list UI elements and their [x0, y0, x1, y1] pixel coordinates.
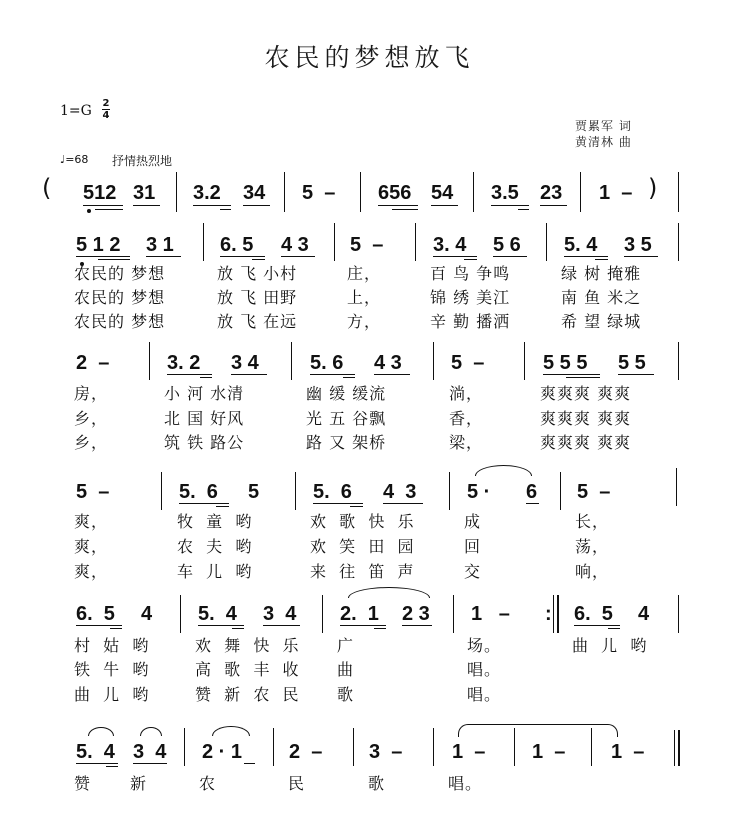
barline — [580, 172, 581, 212]
lyric-verse-1: 幽 缓 缓流 — [306, 384, 387, 403]
underline — [340, 625, 386, 626]
note-group: 2 3 — [402, 603, 430, 625]
lyric-verse-3: 来 往 笛 声 — [310, 562, 415, 581]
underline — [493, 256, 527, 257]
note-group: 5. 6 — [313, 481, 352, 503]
lyric-verse-2: 上， — [347, 288, 382, 307]
lyric-verse-2: 南 鱼 米之 — [561, 288, 642, 307]
underline — [220, 256, 265, 257]
underline — [608, 628, 620, 629]
lyric-verse-1: 欢 歌 快 乐 — [310, 512, 415, 531]
lyric-verse-1: 爽爽爽 爽爽 — [540, 384, 632, 403]
barline — [149, 342, 150, 380]
barline — [415, 223, 416, 261]
lyric: 民 — [288, 774, 306, 793]
final-barline-thick — [678, 730, 680, 766]
lyric-verse-1: 长， — [575, 512, 610, 531]
note-group: 5 · — [467, 481, 491, 503]
underline — [433, 256, 477, 257]
underline — [464, 259, 477, 260]
underline — [431, 205, 458, 206]
barline — [473, 172, 474, 212]
note-group: 656 — [378, 182, 412, 204]
lyric: 唱。 — [448, 774, 483, 793]
barline — [591, 728, 592, 766]
lyric-verse-3: 放 飞 在远 — [217, 312, 298, 331]
song-title: 农民的梦想放飞 — [264, 43, 475, 72]
lyric-verse-1: 广 — [337, 636, 355, 655]
note-group: 5 – — [350, 234, 384, 256]
lyric-verse-1: 成 — [464, 512, 482, 531]
note-group: 3.5 — [491, 182, 519, 204]
time-signature — [102, 98, 110, 121]
lyric-verse-1: 淌， — [449, 384, 484, 403]
underline — [244, 763, 255, 764]
note-group: 5 1 2 — [76, 234, 121, 256]
close-paren: ) — [648, 174, 658, 202]
note-group: 3 1 — [146, 234, 174, 256]
underline — [383, 503, 423, 504]
note-group: 4 3 — [374, 352, 402, 374]
underline — [491, 205, 529, 206]
lyric-verse-3: 希 望 绿城 — [561, 312, 642, 331]
note-group: 5 – — [76, 481, 110, 503]
note-group: 6. 5 — [220, 234, 254, 256]
barline — [322, 595, 323, 633]
note-group: 3 5 — [624, 234, 652, 256]
lyric-verse-2: 铁 牛 哟 — [74, 660, 150, 679]
note-group: 5 – — [451, 352, 485, 374]
lyric-verse-2: 爽， — [74, 537, 109, 556]
time-signature-bottom: 4 — [102, 110, 110, 121]
underline — [179, 503, 229, 504]
lyric-verse-1: 小 河 水清 — [164, 384, 245, 403]
lyric-verse-1: 房， — [74, 384, 109, 403]
underline — [543, 374, 600, 375]
barline — [678, 595, 679, 633]
note-group: 5 — [248, 481, 260, 503]
repeat-barline-thin — [553, 595, 554, 633]
final-barline-thin — [674, 730, 675, 766]
note-group: 5. 6 — [310, 352, 344, 374]
underline — [198, 625, 244, 626]
underline — [252, 259, 265, 260]
underline — [95, 209, 123, 210]
barline — [353, 728, 354, 766]
underline — [76, 625, 122, 626]
expression-marking: 抒情热烈地 — [112, 154, 173, 168]
barline — [161, 472, 162, 510]
underline — [133, 763, 167, 764]
lyric-verse-2: 北 国 好风 — [164, 409, 245, 428]
note-group: 54 — [431, 182, 454, 204]
note-group: 6. 5 — [574, 603, 613, 625]
lyric-verse-3: 方， — [347, 312, 382, 331]
tie-slur — [458, 724, 618, 737]
underline — [313, 503, 363, 504]
repeat-barline-thick — [557, 595, 559, 633]
underline — [392, 209, 418, 210]
note-group: 5 5 — [618, 352, 646, 374]
lyric-verse-2: 农民的 梦想 — [74, 288, 166, 307]
barline — [184, 728, 185, 766]
underline — [243, 205, 270, 206]
note-group: 3. 2 — [167, 352, 201, 374]
underline — [374, 628, 386, 629]
note-group: 4 — [141, 603, 153, 625]
underline — [200, 377, 212, 378]
note-group: 6 — [526, 481, 538, 503]
underline — [76, 763, 118, 764]
underline — [281, 256, 315, 257]
tie-slur — [88, 727, 114, 736]
underline — [146, 256, 181, 257]
underline — [343, 377, 355, 378]
barline — [560, 472, 561, 510]
underline — [76, 256, 130, 257]
key-signature: 1=G — [60, 103, 92, 119]
barline — [453, 595, 454, 633]
tempo-marking: ♩=68 — [60, 153, 89, 166]
lyric-verse-1: 村 姑 哟 — [74, 636, 150, 655]
composer-credit: 黄清林 曲 — [575, 135, 632, 149]
note-group: 5 – — [302, 182, 336, 204]
underline — [106, 766, 118, 767]
lyric-verse-3: 农民的 梦想 — [74, 312, 166, 331]
tie-slur — [212, 726, 250, 736]
lyric-verse-2: 光 五 谷飘 — [306, 409, 387, 428]
lyric-verse-2: 农 夫 哟 — [177, 537, 253, 556]
underline — [566, 377, 600, 378]
lyric-verse-2: 锦 绣 美江 — [430, 288, 511, 307]
lyric-verse-1: 牧 童 哟 — [177, 512, 253, 531]
underline — [232, 628, 244, 629]
lyric-verse-1: 放 飞 小村 — [217, 264, 298, 283]
lyric-verse-1: 场。 — [467, 636, 502, 655]
barline — [514, 728, 515, 766]
note-group: 5. 6 — [179, 481, 218, 503]
barline — [678, 342, 679, 380]
note-group: 6. 5 — [76, 603, 115, 625]
lyric-verse-3: 乡， — [74, 433, 109, 452]
lyric-verse-2: 唱。 — [467, 660, 502, 679]
lyric-verse-3: 爽爽爽 爽爽 — [540, 433, 632, 452]
lyricist-credit: 贾累军 词 — [575, 119, 632, 133]
lyric-verse-3: 梁， — [449, 433, 484, 452]
underline — [574, 625, 620, 626]
underline — [564, 256, 608, 257]
barline — [433, 728, 434, 766]
note-group: 2 · 1 — [202, 741, 243, 763]
underline — [193, 205, 231, 206]
barline — [180, 595, 181, 633]
lyric-verse-3: 筑 铁 路公 — [164, 433, 245, 452]
underline — [618, 374, 654, 375]
lyric-verse-2: 爽爽爽 爽爽 — [540, 409, 632, 428]
note-group: 3.2 — [193, 182, 221, 204]
note-group: 23 — [540, 182, 563, 204]
lyric-verse-3: 爽， — [74, 562, 109, 581]
lyric-verse-1: 曲 儿 哟 — [572, 636, 648, 655]
barline — [176, 172, 177, 212]
underline — [220, 209, 231, 210]
repeat-dots: : — [545, 603, 552, 625]
open-paren: ( — [42, 174, 52, 202]
underline — [83, 205, 123, 206]
underline — [526, 503, 539, 504]
note-group: 4 3 — [281, 234, 309, 256]
underline — [216, 506, 229, 507]
lyric-verse-3: 辛 勤 播洒 — [430, 312, 511, 331]
note-group: 3 – — [369, 741, 403, 763]
lyric-verse-1: 农民的 梦想 — [74, 264, 166, 283]
barline — [524, 342, 525, 380]
tie-slur — [348, 587, 430, 598]
barline — [678, 223, 679, 261]
tie-slur — [140, 727, 162, 736]
note-group: 3 4 — [263, 603, 297, 625]
underline — [374, 374, 410, 375]
lyric: 歌 — [368, 774, 386, 793]
note-group: 5 6 — [493, 234, 521, 256]
note-group: 3 4 — [231, 352, 259, 374]
lyric-verse-3: 路 又 架桥 — [306, 433, 387, 452]
note-group: 512 — [83, 182, 117, 204]
underline — [595, 259, 608, 260]
underline — [133, 205, 160, 206]
lyric-verse-1: 爽， — [74, 512, 109, 531]
barline — [291, 342, 292, 380]
lyric: 新 — [130, 774, 148, 793]
note-group: 3. 4 — [433, 234, 467, 256]
note-group: 2 – — [289, 741, 323, 763]
lyric-verse-2: 欢 笑 田 园 — [310, 537, 415, 556]
note-group: 5 – — [577, 481, 611, 503]
barline — [360, 172, 361, 212]
lyric-verse-2: 香， — [449, 409, 484, 428]
note-group: 1 – — [599, 182, 633, 204]
underline — [231, 374, 267, 375]
barline — [273, 728, 274, 766]
barline — [433, 342, 434, 380]
barline — [678, 172, 679, 212]
lyric-verse-2: 回 — [464, 537, 482, 556]
underline — [624, 256, 658, 257]
note-group: 34 — [243, 182, 266, 204]
lyric-verse-3: 车 儿 哟 — [177, 562, 253, 581]
note-group: 2. 1 — [340, 603, 379, 625]
lyric: 农 — [199, 774, 217, 793]
note-group: 1 – — [532, 741, 566, 763]
barline — [676, 468, 677, 506]
low-octave-dot — [87, 209, 91, 213]
lyric-verse-2: 高 歌 丰 收 — [195, 660, 300, 679]
note-group: 5 5 5 — [543, 352, 588, 374]
tie-slur — [475, 465, 532, 476]
note-group: 5. 4 — [564, 234, 598, 256]
note-group: 1 – — [452, 741, 486, 763]
note-group: 4 3 — [383, 481, 417, 503]
underline — [350, 506, 363, 507]
note-group: 3 4 — [133, 741, 167, 763]
lyric-verse-2: 曲 — [337, 660, 355, 679]
lyric: 赞 — [74, 774, 92, 793]
underline — [378, 205, 418, 206]
underline — [263, 625, 300, 626]
lyric-verse-3: 唱。 — [467, 685, 502, 704]
lyric-verse-2: 放 飞 田野 — [217, 288, 298, 307]
lyric-verse-1: 绿 树 掩雅 — [561, 264, 642, 283]
lyric-verse-3: 交 — [464, 562, 482, 581]
underline — [518, 209, 529, 210]
note-group: 4 — [638, 603, 650, 625]
lyric-verse-1: 欢 舞 快 乐 — [195, 636, 300, 655]
barline — [449, 472, 450, 510]
barline — [546, 223, 547, 261]
note-group: 1 – — [611, 741, 645, 763]
lyric-verse-1: 庄， — [347, 264, 382, 283]
underline — [167, 374, 212, 375]
lyric-verse-3: 歌 — [337, 685, 355, 704]
note-group: 1 – — [471, 603, 510, 625]
lyric-verse-2: 荡， — [575, 537, 610, 556]
note-group: 31 — [133, 182, 156, 204]
underline — [110, 628, 122, 629]
note-group: 2 – — [76, 352, 110, 374]
underline — [98, 259, 130, 260]
lyric-verse-3: 曲 儿 哟 — [74, 685, 150, 704]
underline — [310, 374, 355, 375]
note-group: 5. 4 — [76, 741, 115, 763]
lyric-verse-3: 响， — [575, 562, 610, 581]
barline — [334, 223, 335, 261]
underline — [540, 205, 567, 206]
lyric-verse-3: 赞 新 农 民 — [195, 685, 300, 704]
barline — [203, 223, 204, 261]
note-group: 5. 4 — [198, 603, 237, 625]
lyric-verse-2: 乡， — [74, 409, 109, 428]
barline — [295, 472, 296, 510]
underline — [402, 625, 432, 626]
time-signature-top: 2 — [102, 98, 110, 109]
barline — [284, 172, 285, 212]
lyric-verse-1: 百 鸟 争鸣 — [430, 264, 511, 283]
